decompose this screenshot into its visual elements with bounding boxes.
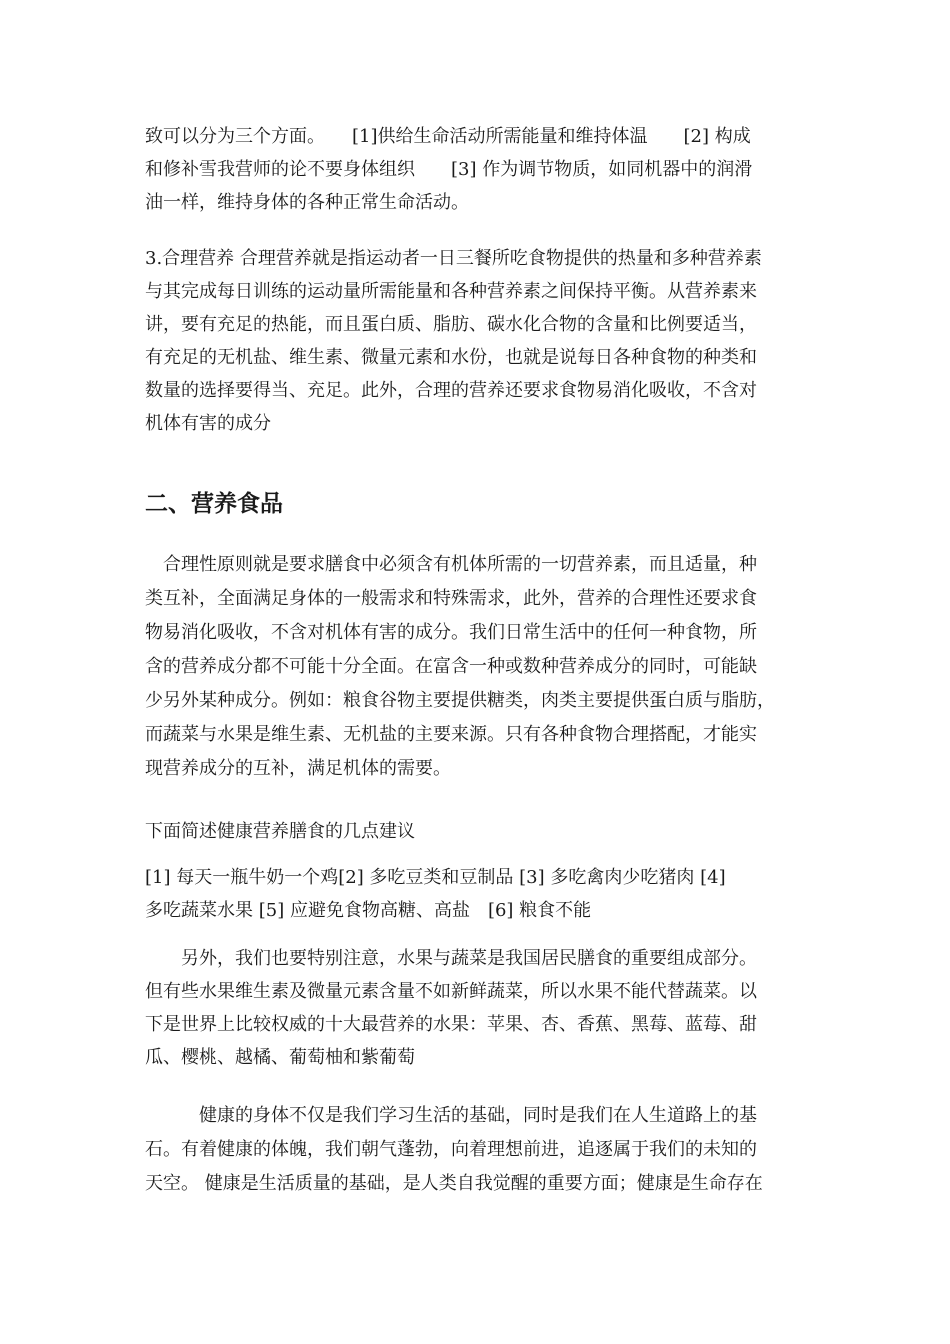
text-line: 瓜、樱桃、越橘、葡萄柚和紫葡萄 — [145, 1047, 415, 1068]
text-line: 机体有害的成分 — [145, 413, 271, 434]
text-line: 油一样，维持身体的各种正常生命活动。 — [145, 192, 469, 213]
paragraph-reasonable-nutrition — [145, 242, 809, 440]
suggestions-intro: 下面简述健康营养膳食的几点建议 — [145, 821, 415, 842]
text-line: 讲，要有充足的热能，而且蛋白质、脂肪、碳水化合物的含量和比例要适当， — [145, 314, 757, 335]
text-line: 含的营养成分都不可能十分全面。在富含一种或数种营养成分的同时，可能缺 — [145, 656, 757, 677]
suggestions-list — [145, 861, 809, 927]
text-line: 现营养成分的互补，满足机体的需要。 — [145, 758, 451, 779]
paragraph-fruit — [145, 942, 809, 1074]
text-line: 有充足的无机盐、维生素、微量元素和水份，也就是说每日各种食物的种类和 — [145, 347, 757, 368]
paragraph-health — [145, 1099, 809, 1201]
text-line: 致可以分为三个方面。 [1]供给生命活动所需能量和维持体温 [2] 构成 — [145, 126, 751, 147]
text-line: 和修补雪我营师的论不要身体组织 [3] 作为调节物质，如同机器中的润滑 — [145, 159, 753, 180]
text-line: 3.合理营养 合理营养就是指运动者一日三餐所吃食物提供的热量和多种营养素 — [145, 248, 762, 269]
text-line: 多吃蔬菜水果 [5] 应避免食物高糖、高盐 [6] 粮食不能 — [145, 900, 592, 921]
text-line: 健康的身体不仅是我们学习生活的基础，同时是我们在人生道路上的基 — [145, 1105, 757, 1126]
section-heading: 二、营养食品 — [145, 491, 283, 517]
text-line: 少另外某种成分。例如：粮食谷物主要提供糖类，肉类主要提供蛋白质与脂肪， — [145, 690, 775, 711]
text-line: 下是世界上比较权威的十大最营养的水果：苹果、杏、香蕉、黑莓、蓝莓、甜 — [145, 1014, 757, 1035]
text-line: [1] 每天一瓶牛奶一个鸡[2] 多吃豆类和豆制品 [3] 多吃禽肉少吃猪肉 [4] — [145, 867, 726, 888]
text-line: 类互补，全面满足身体的一般需求和特殊需求，此外，营养的合理性还要求食 — [145, 588, 757, 609]
text-line: 另外，我们也要特别注意，水果与蔬菜是我国居民膳食的重要组成部分。 — [145, 948, 757, 969]
text-line: 物易消化吸收，不含对机体有害的成分。我们日常生活中的任何一种食物，所 — [145, 622, 757, 643]
text-line: 天空。 健康是生活质量的基础，是人类自我觉醒的重要方面；健康是生命存在 — [145, 1173, 763, 1194]
text-line: 但有些水果维生素及微量元素含量不如新鲜蔬菜，所以水果不能代替蔬菜。以 — [145, 981, 757, 1002]
paragraph-intro — [145, 120, 809, 219]
text-line: 而蔬菜与水果是维生素、无机盐的主要来源。只有各种食物合理搭配，才能实 — [145, 724, 757, 745]
text-line: 数量的选择要得当、充足。此外，合理的营养还要求食物易消化吸收，不含对 — [145, 380, 757, 401]
text-line: 与其完成每日训练的运动量所需能量和各种营养素之间保持平衡。从营养素来 — [145, 281, 757, 302]
paragraph-principle — [145, 548, 809, 786]
text-line: 石。有着健康的体魄，我们朝气蓬勃，向着理想前进，追逐属于我们的未知的 — [145, 1139, 757, 1160]
text-line: 合理性原则就是要求膳食中必须含有机体所需的一切营养素，而且适量，种 — [145, 554, 757, 575]
